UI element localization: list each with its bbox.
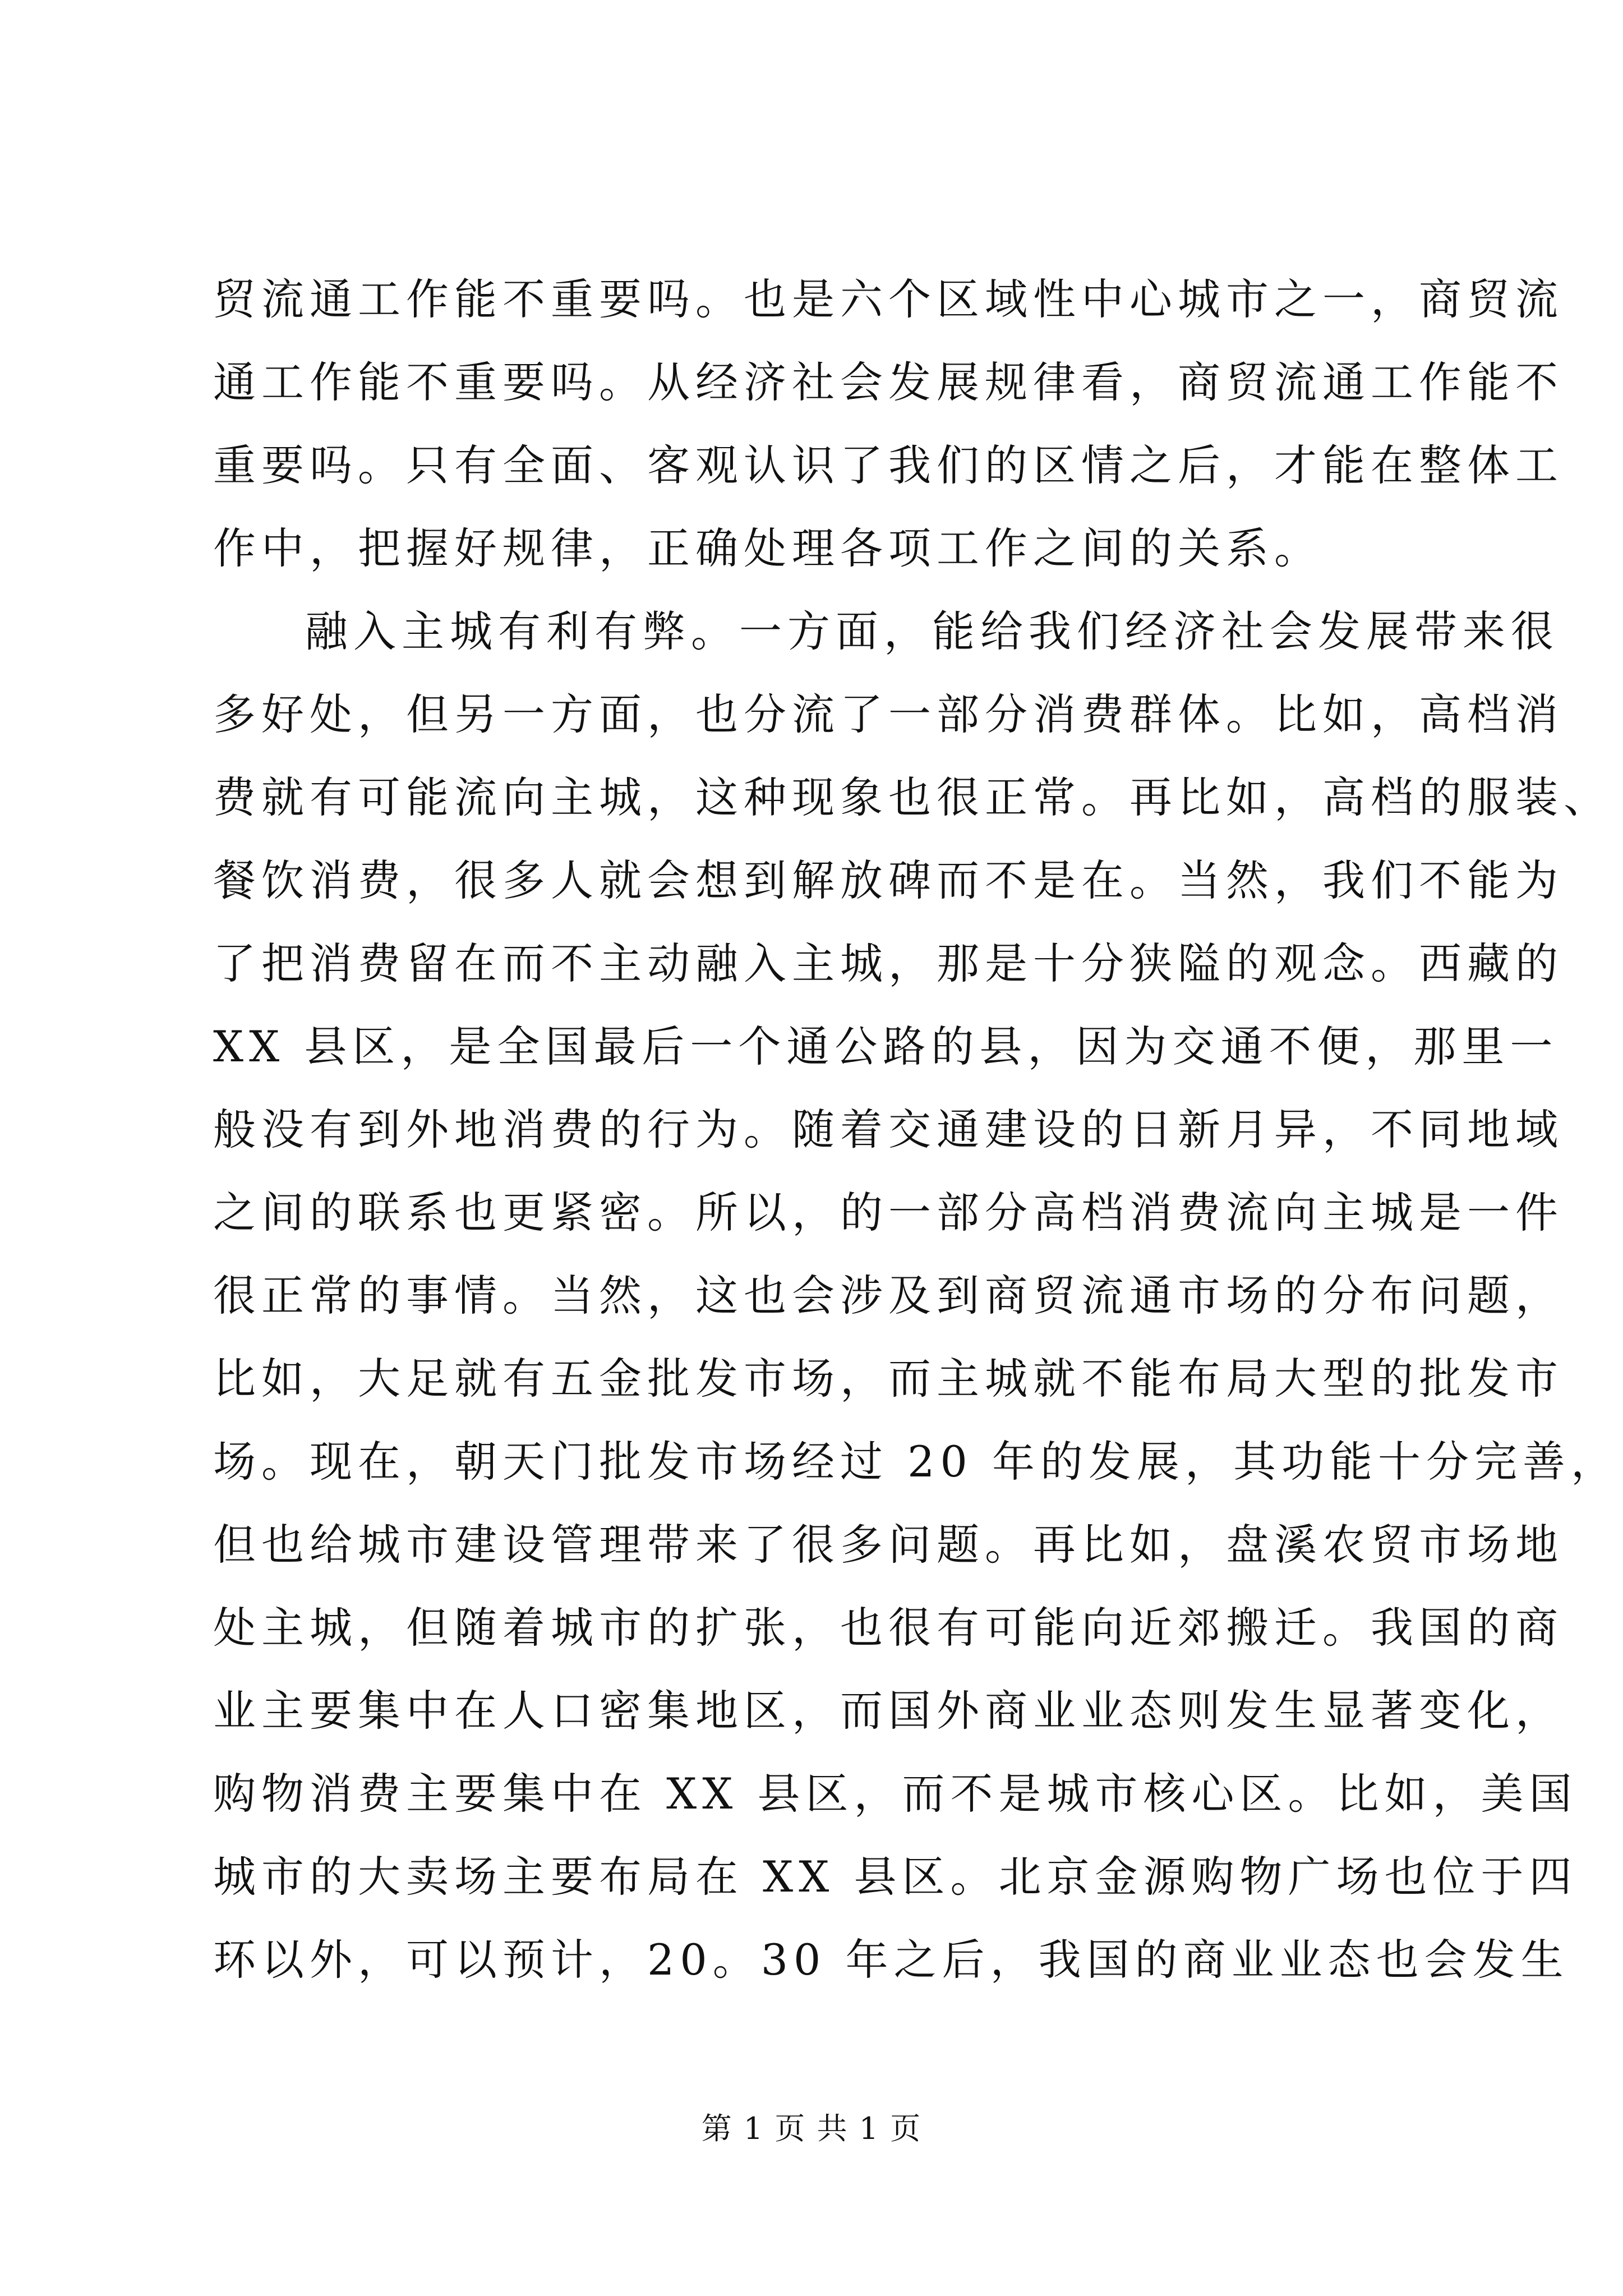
text-line: 通工作能不重要吗。从经济社会发展规律看，商贸流通工作能不: [213, 357, 1564, 407]
page-footer: [0, 2109, 1623, 2148]
text-line: 费就有可能流向主城，这种现象也很正常。再比如，高档的服装、: [213, 772, 1612, 822]
text-line: 餐饮消费，很多人就会想到解放碑而不是在。当然，我们不能为: [213, 855, 1564, 905]
text-line: 购物消费主要集中在 XX 县区，而不是城市核心区。比如，美国: [213, 1769, 1578, 1819]
text-line: 城市的大卖场主要布局在 XX 县区。北京金源购物广场也位于四: [213, 1852, 1578, 1902]
text-line: 作中，把握好规律，正确处理各项工作之间的关系。: [213, 523, 1322, 573]
text-line: 融入主城有利有弊。一方面，能给我们经济社会发展带来很: [305, 606, 1559, 656]
text-line: 但也给城市建设管理带来了很多问题。再比如，盘溪农贸市场地: [213, 1520, 1564, 1570]
text-line: 处主城，但随着城市的扩张，也很有可能向近郊搬迁。我国的商: [213, 1603, 1564, 1653]
text-line: 重要吗。只有全面、客观认识了我们的区情之后，才能在整体工: [213, 440, 1564, 490]
paragraph-2: [213, 590, 1620, 2001]
text-line: 了把消费留在而不主动融入主城，那是十分狭隘的观念。西藏的: [213, 938, 1564, 988]
text-line: 般没有到外地消费的行为。随着交通建设的日新月异，不同地域: [213, 1105, 1564, 1154]
text-line: 贸流通工作能不重要吗。也是六个区域性中心城市之一，商贸流: [213, 274, 1564, 324]
text-line: XX 县区，是全国最后一个通公路的县，因为交通不便，那里一: [213, 1022, 1559, 1071]
paragraph-1: [213, 258, 1564, 590]
document-body: [213, 258, 1620, 2001]
text-line: 多好处，但另一方面，也分流了一部分消费群体。比如，高档消: [213, 689, 1564, 739]
text-line: 比如，大足就有五金批发市场，而主城就不能布局大型的批发市: [213, 1354, 1564, 1404]
text-line: 很正常的事情。当然，这也会涉及到商贸流通市场的分布问题，: [213, 1271, 1564, 1320]
text-line: 业主要集中在人口密集地区，而国外商业业态则发生显著变化，: [213, 1686, 1564, 1736]
text-line: 之间的联系也更紧密。所以，的一部分高档消费流向主城是一件: [213, 1188, 1564, 1237]
page-number: 第 1 页 共 1 页: [701, 2111, 922, 2146]
text-line: 环以外，可以预计，20。30 年之后，我国的商业业态也会发生: [213, 1935, 1569, 1985]
text-line: 场。现在，朝天门批发市场经过 20 年的发展，其功能十分完善，: [213, 1437, 1620, 1487]
